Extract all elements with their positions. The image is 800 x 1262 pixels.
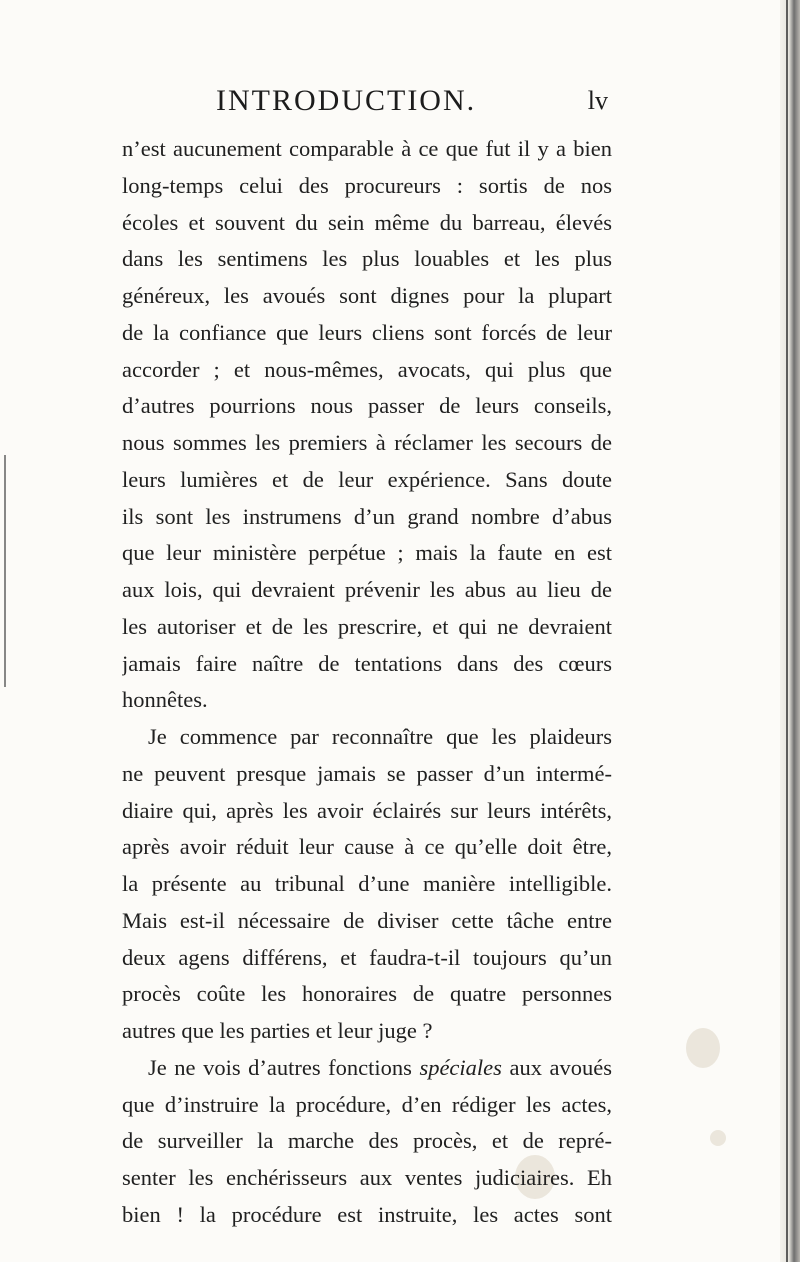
text-line: long-temps celui des procureurs : sortis de nos — [122, 172, 612, 198]
text-line: après avoir réduit leur cause à ce qu’elle doit être, — [122, 834, 612, 860]
text-line: dans les sentimens les plus louables et les plus — [122, 246, 612, 272]
italic-word: spéciales — [419, 1054, 502, 1080]
text-line: d’autres pourrions nous passer de leurs conseils, — [122, 393, 612, 419]
text-line: les autoriser et de les prescrire, et qui ne devraient — [122, 613, 612, 639]
text-line: Mais est-il nécessaire de diviser cette tâche entre — [122, 907, 612, 933]
text-line: ils sont les instrumens d’un grand nombre d’abus — [122, 503, 612, 529]
text-line: que leur ministère perpétue ; mais la faute en est — [122, 540, 612, 566]
page-edge-shadow — [780, 0, 800, 1262]
text-line: leurs lumières et de leur expérience. Sans doute — [122, 466, 612, 492]
text-line: deux agens différens, et faudra-t-il toujours qu’un — [122, 944, 612, 970]
page-number: lv — [587, 86, 608, 115]
page-header — [216, 83, 608, 119]
text-line: jamais faire naître de tentations dans des cœurs — [122, 650, 612, 676]
page-edge-line — [786, 0, 788, 1262]
text-line: procès coûte les honoraires de quatre personnes — [122, 981, 612, 1007]
text-line: bien ! la procédure est instruite, les actes sont — [122, 1201, 612, 1227]
text-line: autres que les parties et leur juge ? — [122, 1018, 433, 1043]
text-line: de surveiller la marche des procès, et de repré- — [122, 1128, 612, 1154]
text-line: n’est aucunement comparable à ce que fut il y a bien — [122, 136, 612, 161]
text-line: de la confiance que leurs cliens sont forcés de leur — [122, 319, 612, 345]
text-line: nous sommes les premiers à réclamer les secours de — [122, 430, 612, 455]
text-line-indented: Je commence par reconnaître que les plaideurs — [148, 724, 612, 749]
text-line: ne peuvent presque jamais se passer d’un intermé- — [122, 760, 612, 786]
text-line-indented — [122, 1050, 612, 1087]
text-line: la présente au tribunal d’une manière intelligible. — [122, 871, 612, 896]
body-text — [122, 131, 612, 1234]
text-line: aux lois, qui devraient prévenir les abus au lieu de — [122, 577, 612, 602]
text-span: Je ne vois d’autres fonctions — [148, 1054, 420, 1080]
paper-stain — [710, 1130, 726, 1146]
text-line: écoles et souvent du sein même du barreau, élevés — [122, 209, 612, 235]
text-line: généreux, les avoués sont dignes pour la plupart — [122, 283, 612, 308]
text-span: aux avoués — [501, 1054, 612, 1080]
paper-stain — [686, 1028, 720, 1068]
text-line: senter les enchérisseurs aux ventes judiciaires. Eh — [122, 1165, 612, 1190]
text-line: diaire qui, après les avoir éclairés sur leurs intérêts, — [122, 797, 612, 823]
running-title: INTRODUCTION. — [216, 84, 477, 117]
text-line: accorder ; et nous-mêmes, avocats, qui plus que — [122, 356, 612, 382]
left-margin-mark — [4, 455, 6, 687]
text-line: honnêtes. — [122, 687, 208, 713]
text-line: que d’instruire la procédure, d’en rédiger les actes, — [122, 1091, 612, 1117]
